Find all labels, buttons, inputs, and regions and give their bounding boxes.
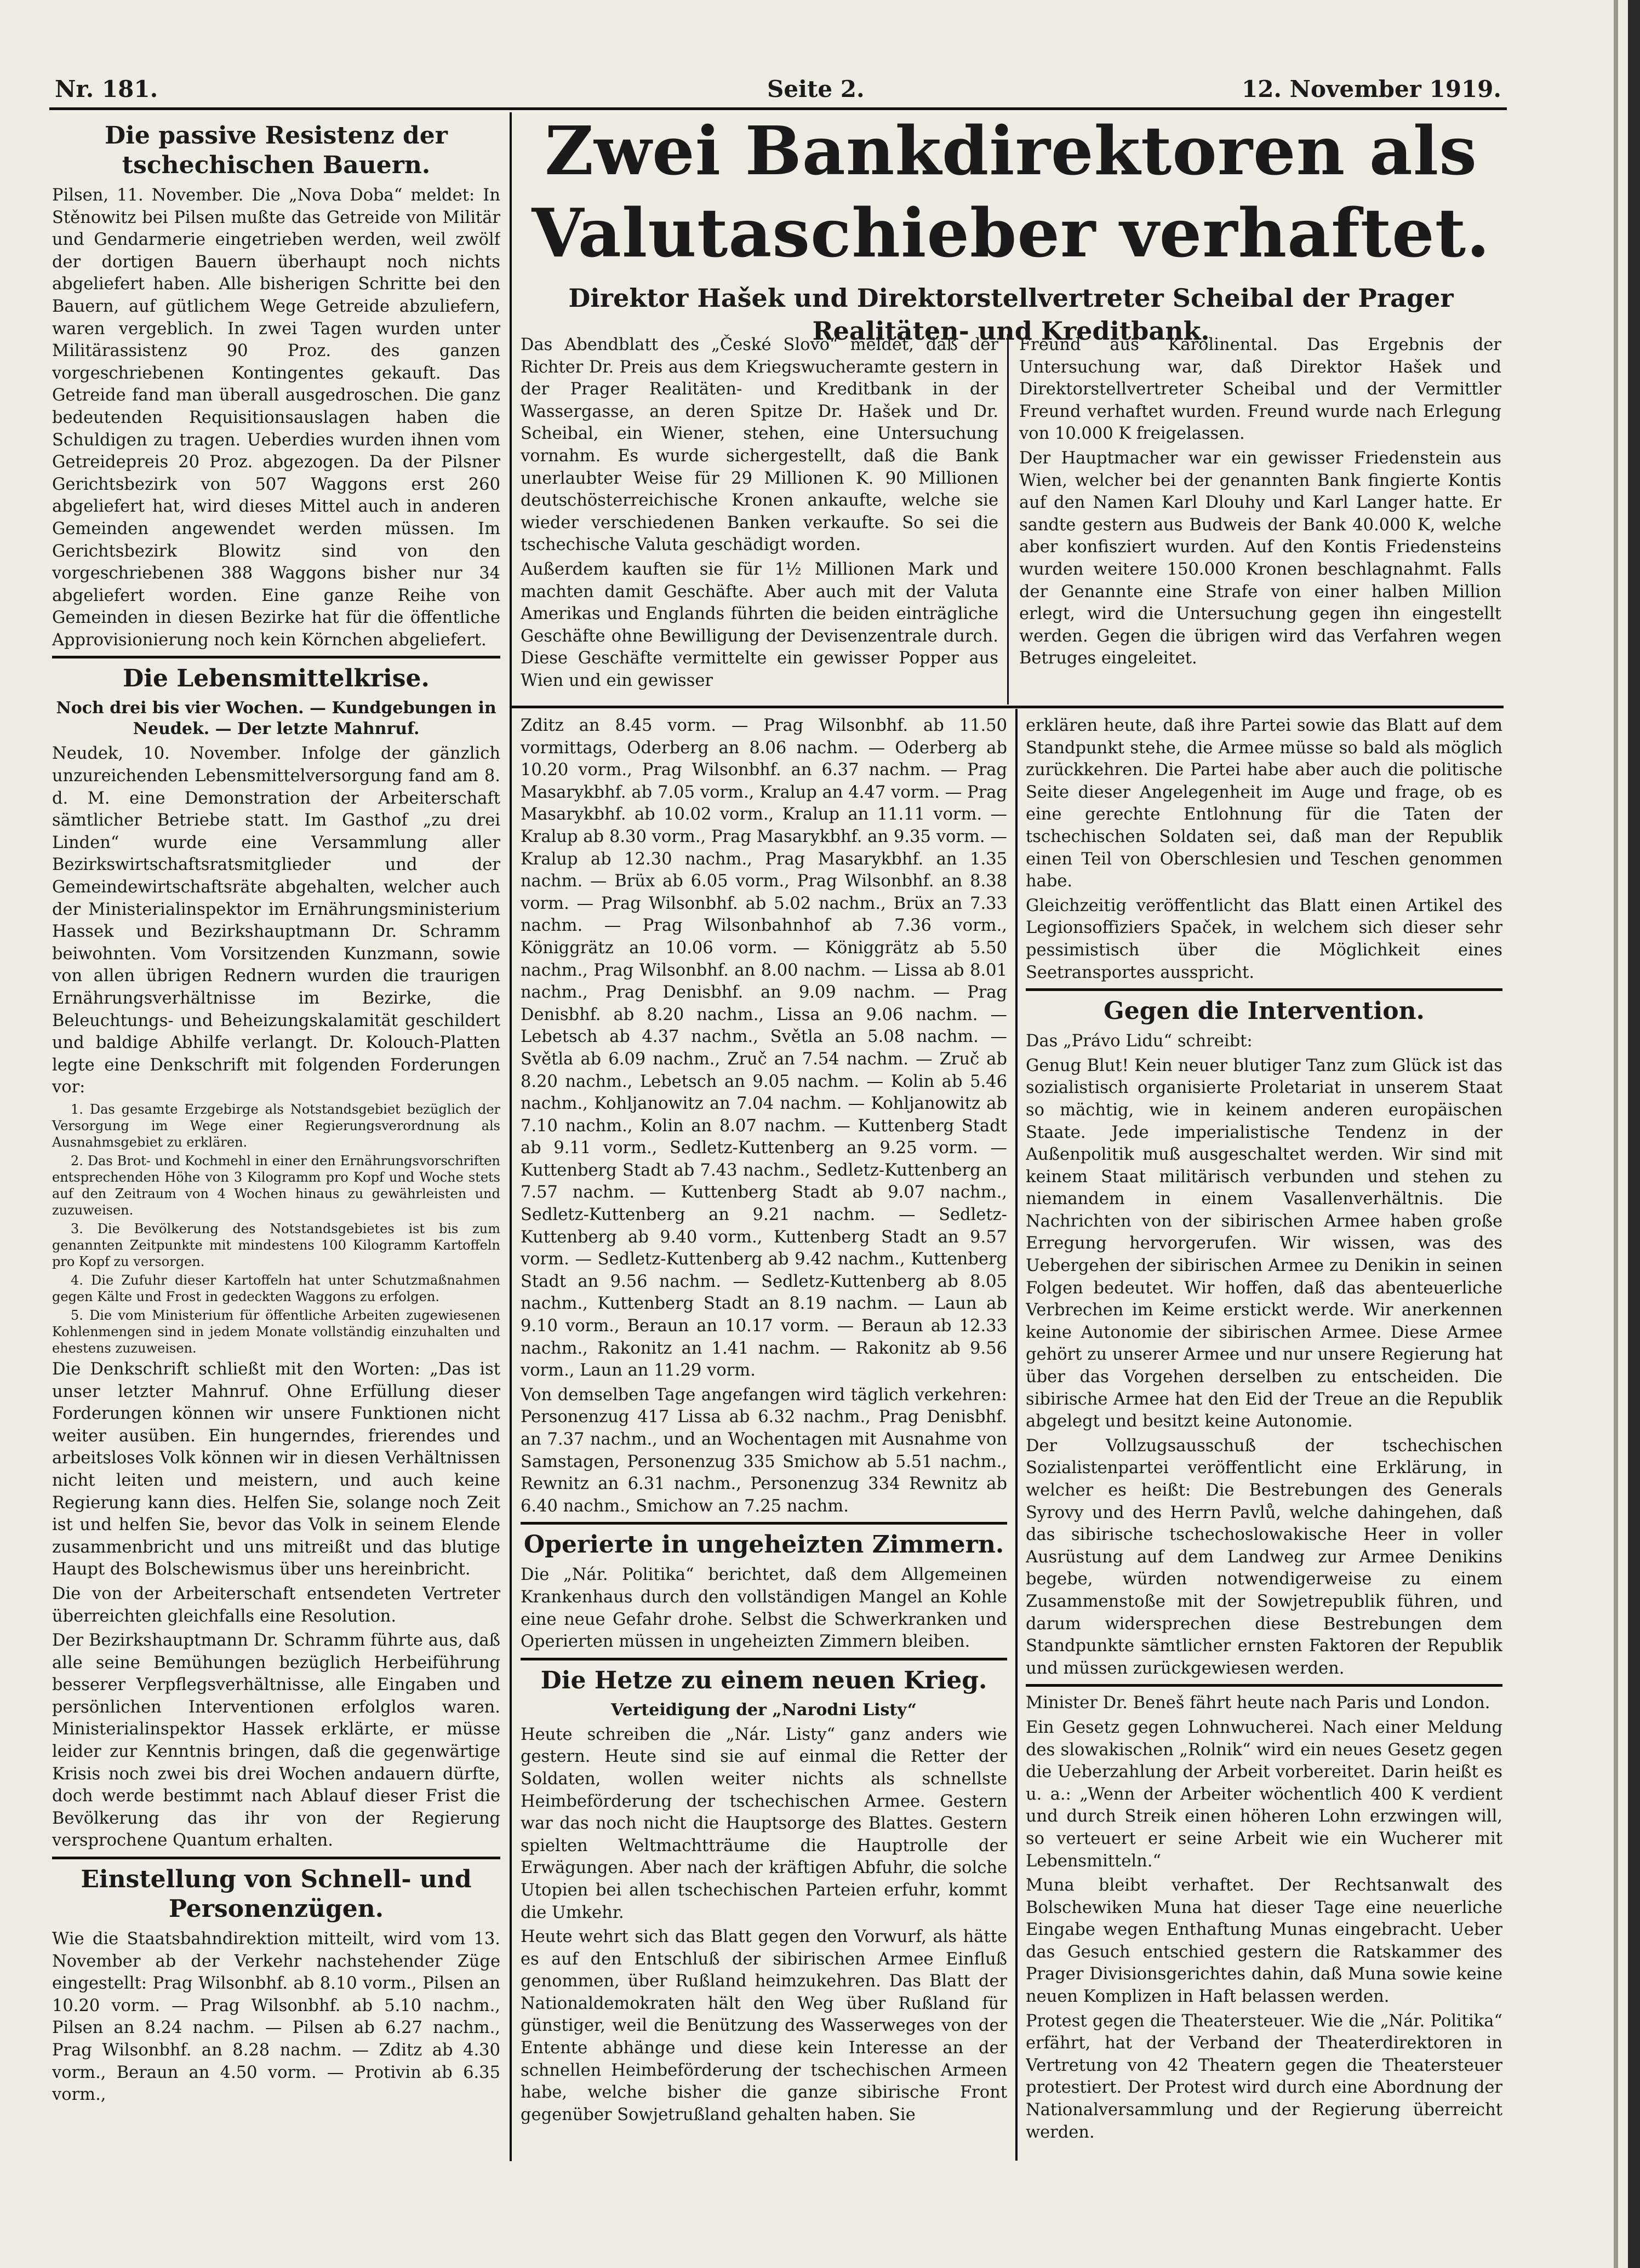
demand-item-2: 2. Das Brot- und Kochmehl in einer den Ernährungsvorschriften entsprechenden Höhe von 3 Kilogramm pro Kopf und Woche stets auf den Zeitraum von 4 Wochen hinaus zu gewährleisten und zuzuweisen. (52, 1153, 500, 1218)
article-body-lebensmittelkrise-3: Die von der Arbeiterschaft entsendeten Vertreter überreichten gleichfalls eine Resolution. (52, 1584, 500, 1626)
news-item-lohnwucher: Ein Gesetz gegen Lohnwucherei. Nach einer Meldung des slowakischen „Rolnik“ wird ein neues Gesetz gegen die Ueberzahlung der Arbeit vorbereitet. Darin heißt es u. a.: „Wenn der Arbeiter wöchentlich 400 K verdient und durch Streik einen höheren Lohn erzwingen will, so verteuert er seine Arbeit wie ein Wucherer mit Lebensmitteln.“ (1026, 1717, 1502, 1871)
news-item-benes: Minister Dr. Beneš fährt heute nach Paris und London. (1026, 1693, 1490, 1713)
article-title-bauern: Die passive Resistenz der tschechischen Bauern. (105, 122, 448, 179)
article-separator (521, 1658, 1007, 1660)
article-body-lebensmittelkrise-2: Die Denkschrift schließt mit den Worten: „Das ist unser letzter Mahnruf. Ohne Erfüllung dieser Forderungen können wir unsere Funktionen nicht weiter ausüben. Ein hungerndes, frierendes und arbeitsloses Volk können wir in diesen Verhältnissen nicht leiten und meistern, und auch keine Regierung kann dies. Helfen Sie, solange noch Zeit ist und helfen Sie, bevor das Volk in seinem Elende zusammenbricht und uns mitreißt und das blutige Haupt des Bolschewismus über uns hereinbricht. (52, 1359, 500, 1579)
main-headline-block (521, 110, 1501, 347)
issue-date: 12. November 1919. (1241, 76, 1501, 102)
article-body-intervention-3: Der Vollzugsausschuß der tschechischen Sozialistenpartei veröffentlicht eine Erklärung, in welcher es heißt: Die Bestrebungen des Generals Syrovy und des Herrn Pavlů, welche dahingehen, daß das sibirische tschechoslowakische Heer in voller Ausrüstung auf dem Landweg zur Armee Denikins begebe, würden notwendigerweise zu einem Zusammenstoße mit der Sowjetrepublik führen, und darum widersprechen diese Bestrebungen dem Standpunkte sämtlicher ernsten Faktoren der Republik und müssen zurückgewiesen werden. (1026, 1436, 1502, 1678)
news-item-theatersteuer: Protest gegen die Theatersteuer. Wie die „Nár. Politika“ erfährt, hat der Verband der Theaterdirektoren in Vertretung von 42 Theatern gegen die Theatersteuer protestiert. Der Protest wird durch eine Abordnung der Nationalversammlung und der Regierung überreicht werden. (1026, 2011, 1502, 2142)
demand-item-3: 3. Die Bevölkerung des Notstandsgebietes ist bis zum genannten Zeitpunkte mit mindestens 100 Kilogramm Kartoffeln pro Kopf zu versorgen. (52, 1221, 500, 1269)
article-separator (1026, 1684, 1502, 1687)
article-body-bauern: Pilsen, 11. November. Die „Nova Doba“ meldet: In Stěnowitz bei Pilsen mußte das Getreide von Militär und Gendarmerie eingetrieben werden, weil zwölf der dortigen Bauern überhaupt noch nichts abgeliefert haben. Alle bisherigen Schritte bei den Bauern, auf gütlichem Wege Getreide abzuliefern, waren vergeblich. In zwei Tagen wurden unter Militärassistenz 90 Proz. des ganzen vorgeschriebenen Kontingentes gekauft. Das Getreide fand man überall ausgedroschen. Die ganz bedeutenden Requisitionsauslagen haben die Schuldigen zu tragen. Ueberdies wurden ihnen vom Getreidepreis 20 Proz. abgezogen. Da der Pilsner Gerichtsbezirk von 507 Waggons erst 260 abgeliefert hat, wird dieses Mittel auch in anderen Gemeinden angewendet werden müssen. Im Gerichtsbezirk Blowitz sind von den vorgeschriebenen 388 Waggons bisher nur 34 abgeliefert worden. Eine ganze Reihe von Gemeinden in diesen Bezirke hat für die öffentliche Approvisionierung noch kein Körnchen abgeliefert. (52, 186, 500, 650)
lead-rule-bottom (512, 706, 1504, 708)
issue-number: Nr. 181. (55, 76, 158, 102)
article-separator (1026, 988, 1502, 991)
article-title-operierte: Operierte in ungeheizten Zimmern. (523, 1531, 1004, 1559)
article-body-hetze-2: Heute wehrt sich das Blatt gegen den Vorwurf, als hätte es auf den Entschluß der sibirischen Armee Einfluß genommen, über Rußland heimzukehren. Das Blatt der Nationaldemokraten hält den Weg über Rußland für günstiger, weil die Benützung des Wasserweges von der Entente abhänge und diese kein Interesse an der schnellen Heimbeförderung der tschechischen Armeen habe, welche bisher die ganze sibirische Front gegenüber Sowjetrußland gehalten haben. Sie (521, 1927, 1007, 2124)
article-body-operierte: Die „Nár. Politika“ berichtet, daß dem Allgemeinen Krankenhaus durch den vollständigen Mangel an Kohle eine neue Gefahr drohe. Selbst die Schwerkranken und Operierten müssen in ungeheizten Zimmern bleiben. (521, 1565, 1007, 1652)
article-body-intervention-2: Genug Blut! Kein neuer blutiger Tanz zum Glück ist das sozialistisch organisierte Proletariat in unserem Staat so mächtig, wie in keinem anderen europäischen Staate. Jede imperialistische Tendenz in der Außenpolitik muß ausgeschaltet werden. Wir sind mit keinem Staat militärisch verbunden und stehen zu niemandem in einem Vasallenverhältnis. Die Nachrichten von der sibirischen Armee haben große Erregung hervorgerufen. Wir wissen, was des Uebergehen der sibirischen Armee zu Denikin in seinen Folgen bedeutet. Wir hoffen, daß das abenteuerliche Verbrechen im Keime erstickt werde. Wir anerkennen keine Autonomie der sibirischen Armee. Diese Armee gehört zu unserer Armee und nur unsere Regierung hat über das Vorgehen derselben zu entscheiden. Die sibirische Armee hat den Eid der Treue an die Republik abgelegt und besitzt keine Autonomie. (1026, 1056, 1502, 1431)
train-schedule-2: Von demselben Tage angefangen wird täglich verkehren: Personenzug 417 Lissa ab 6.32 nachm., Prag Denisbhf. an 7.37 nachm., und an Wochentagen mit Ausnahme von Samstagen, Personenzug 335 Smichow ab 5.51 nachm., Rewnitz an 6.31 nachm., Personenzug 334 Rewnitz ab 6.40 nachm., Smichow an 7.25 nachm. (521, 1385, 1007, 1516)
article-body-hetze-cont-2: Gleichzeitig veröffentlicht das Blatt einen Artikel des Legionsoffiziers Spaček, in welchem sich dieser sehr pessimistisch über die Möglichkeit eines Seetransportes ausspricht. (1026, 896, 1502, 982)
article-body-intervention-1: Das „Právo Lidu“ schreibt: (1026, 1032, 1253, 1051)
column-middle (521, 715, 1007, 2158)
lead-rule-middle (1007, 334, 1009, 705)
main-headline: Zwei Bankdirektoren als Valutaschieber verhaftet. (532, 111, 1490, 272)
lead-body-4: Der Hauptmacher war ein gewisser Friedenstein aus Wien, welcher bei der genannten Bank fingierte Kontis auf den Namen Karl Dlouhy und Karl Langer hatte. Er sandte gestern aus Budweis der Bank 40.000 K, welche aber konfisziert wurden. Auf den Kontis Friedensteins wurden weitere 150.000 Kronen beschlagnahmt. Falls der Genannte eine Strafe von einer halben Million erlegt, wird die Untersuchung gegen ihn eingestellt werden. Gegen die übrigen wird das Verfahren wegen Betruges eingeleitet. (1019, 448, 1501, 668)
main-subheadline: Direktor Hašek und Direktorstellvertreter Scheibal der Prager Realitäten- und Kreditbank. (568, 283, 1454, 346)
article-body-lebensmittelkrise-4: Der Bezirkshauptmann Dr. Schramm führte aus, daß alle seine Bemühungen bezüglich Herbeiführung besserer Verpflegsverhältnisse, alle Eingaben und persönlichen Interventionen erfolglos waren. Ministerialinspektor Hassek erklärte, er müsse leider zur Kenntnis bringen, daß die gegenwärtige Krisis noch zwei bis drei Wochen andauern dürfte, doch werde bestimmt nach Ablauf dieser Frist die Bevölkerung das ihr von der Regierung versprochene Quantum erhalten. (52, 1631, 500, 1851)
demand-item-1: 1. Das gesamte Erzgebirge als Notstandsgebiet bezüglich der Versorgung im Wege einer Regierungsverordnung als Ausnahmsgebiet zu erklären. (52, 1101, 500, 1150)
page-number: Seite 2. (767, 76, 865, 102)
article-separator (52, 1857, 500, 1859)
scan-edge-shadow (1614, 0, 1618, 2268)
article-body-zuege: Wie die Staatsbahndirektion mitteilt, wird vom 13. November ab der Verkehr nachstehender Züge eingestellt: Prag Wilsonbhf. ab 8.10 vorm., Pilsen an 10.20 vorm. — Prag Wilsonbhf. ab 5.10 nachm., Pilsen an 8.24 nachm. — Pilsen ab 6.27 nachm., Prag Wilsonbhf. an 8.28 nachm. — Zditz ab 4.30 vorm., Beraun an 4.50 vorm. — Protivin ab 6.35 vorm., (52, 1929, 500, 2105)
column-right (1026, 715, 1502, 2158)
lead-body-3: Freund aus Karolinental. Das Ergebnis der Untersuchung war, daß Direktor Hašek und Direktorstellvertreter Scheibal und der Vermittler Freund verhaftet wurden. Freund wurde nach Erlegung von 10.000 K freigelassen. (1019, 335, 1501, 444)
demand-item-4: 4. Die Zufuhr dieser Kartoffeln hat unter Schutzmaßnahmen gegen Kälte und Frost in gedeckten Waggons zu erfolgen. (52, 1272, 500, 1304)
lead-body-2: Außerdem kauften sie für 1½ Millionen Mark und machten damit Geschäfte. Aber auch mit der Valuta Amerikas und Englands führten die beiden einträgliche Geschäfte ohne Bewilligung der Devisenzentrale durch. Diese Geschäfte vermittelte ein gewisser Popper aus Wien und ein gewisser (521, 559, 998, 690)
scan-edge (1628, 0, 1640, 2268)
article-separator (52, 656, 500, 658)
column-left (52, 118, 500, 2158)
article-body-hetze: Heute schreiben die „Nár. Listy“ ganz anders wie gestern. Heute sind sie auf einmal die Retter der Soldaten, wollen weiter nichts als schnellste Heimbeförderung der tschechischen Armee. Gestern war das noch nicht die Hauptsorge des Blattes. Gestern spielten Weltmachtträume die Hauptrolle der Erwägungen. Aber nach der kräftigen Abfuhr, die solche Utopien bei allen tschechischen Parteien erfuhr, kommt die Umkehr. (521, 1725, 1007, 1922)
article-body-lebensmittelkrise: Neudek, 10. November. Infolge der gänzlich unzureichenden Lebensmittelversorgung fand am 8. d. M. eine Demonstration der Arbeiterschaft sämtlicher Betriebe statt. Im Gasthof „zu drei Linden“ wurde eine Versammlung aller Bezirkswirtschaftsratsmitglieder und der Gemeindewirtschaftsräte abgehalten, welcher auch der Ministerialinspektor im Ernährungsministerium Hassek und Bezirkshauptmann Dr. Schramm beiwohnten. Vom Vorsitzenden Kunzmann, sowie von allen übrigen Rednern wurden die traurigen Ernährungsverhältnisse im Bezirke, die Beleuchtungs- und Beheizungskalamität geschildert und baldige Abhilfe verlangt. Dr. Kolouch-Platten legte eine Denkschrift mit folgenden Forderungen vor: (52, 744, 500, 1097)
lead-column-right (1019, 334, 1501, 701)
article-separator (521, 1522, 1007, 1525)
column-rule-right (1015, 709, 1018, 2161)
article-subtitle-hetze: Verteidigung der „Narodni Listy“ (610, 1700, 917, 1720)
article-body-hetze-cont: erklären heute, daß ihre Partei sowie das Blatt auf dem Standpunkt stehe, die Armee müsse so bald als möglich zurückkehren. Die Partei habe aber auch die politische Seite dieser Angelegenheit im Auge und frage, ob es eine gerechte Entlohnung für die Taten der tschechischen Soldaten sei, daß man der Republik einen Teil von Oberschlesien und Teschen genommen habe. (1026, 716, 1502, 891)
lead-column-left (521, 334, 998, 701)
article-title-intervention: Gegen die Intervention. (1104, 997, 1425, 1026)
news-item-muna: Muna bleibt verhaftet. Der Rechtsanwalt des Bolschewiken Muna hat dieser Tage eine neuerliche Eingabe wegen Enthaftung Munas eingebracht. Ueber das Gesuch entschied gestern die Ratskammer des Prager Divisionsgerichtes dahin, daß Muna sowie keine neuen Komplizen in Haft belassen werden. (1026, 1876, 1502, 2007)
article-title-zuege: Einstellung von Schnell- und Personenzügen. (81, 1865, 472, 1923)
lead-body-1: Das Abendblatt des „České Slovo“ meldet, daß der Richter Dr. Preis aus dem Kriegswucheramte gestern in der Prager Realitäten- und Kreditbank in der Wassergasse, an deren Spitze Dr. Hašek und Dr. Scheibal, ein Wiener, stehen, eine Untersuchung vornahm. Es wurde sichergestellt, daß die Bank unerlaubter Weise für 29 Millionen K. 90 Millionen deutschösterreichische Kronen ankaufte, welche sie wieder verschiedenen Banken verkaufte. So sei die tschechische Valuta geschädigt worden. (521, 335, 998, 555)
article-title-hetze: Die Hetze zu einem neuen Krieg. (540, 1666, 987, 1694)
train-schedule: Zditz an 8.45 vorm. — Prag Wilsonbhf. ab 11.50 vormittags, Oderberg an 8.06 nachm. — Oderberg ab 10.20 vorm., Prag Wilsonbhf. an 6.37 nachm. — Prag Masarykbhf. ab 7.05 vorm., Kralup an 4.47 vorm. — Prag Masarykbhf. ab 10.02 vorm., Kralup an 11.11 vorm. — Kralup ab 8.30 vorm., Prag Masarykbhf. an 9.35 vorm. — Kralup ab 12.30 nachm., Prag Masarykbhf. an 1.35 nachm. — Brüx ab 6.05 vorm., Prag Wilsonbhf. an 8.38 vorm. — Prag Wilsonbhf. ab 5.02 nachm., Brüx an 7.33 nachm. — Prag Wilsonbahnhof ab 7.36 vorm., Königgrätz an 10.06 vorm. — Königgrätz ab 5.50 nachm., Prag Wilsonbhf. an 8.00 nachm. — Lissa ab 8.01 nachm., Prag Denisbhf. an 9.09 nachm. — Prag Denisbhf. ab 8.20 nachm., Lissa an 9.06 nachm. — Lebetsch ab 4.37 nachm., Světla an 5.08 nachm. — Světla ab 6.09 nachm., Zruč an 7.54 nachm. — Zruč ab 8.20 nachm., Lebetsch an 9.05 nachm. — Kolin ab 5.46 nachm., Kohljanowitz an 7.04 nachm. — Kohljanowitz ab 7.10 nachm., Kolin an 8.07 nachm. — Kuttenberg Stadt ab 9.11 vorm., Sedletz-Kuttenberg an 9.25 vorm. — Kuttenberg Stadt ab 7.43 nachm., Sedletz-Kuttenberg an 7.57 nachm. — Kuttenberg Stadt ab 9.07 nachm., Sedletz-Kuttenberg an 9.21 nachm. — Sedletz-Kuttenberg ab 9.40 vorm., Kuttenberg Stadt an 9.57 vorm. — Sedletz-Kuttenberg ab 9.42 nachm., Kuttenberg Stadt an 9.56 nachm. — Sedletz-Kuttenberg ab 8.05 nachm., Kuttenberg Stadt an 8.19 nachm. — Laun ab 9.10 vorm., Beraun an 10.17 vorm. — Beraun ab 12.33 nachm., Rakonitz an 1.41 nachm. — Rakonitz ab 9.56 vorm., Laun an 11.29 vorm. (521, 716, 1007, 1381)
column-rule-left (510, 112, 512, 2161)
article-title-lebensmittelkrise: Die Lebensmittelkrise. (123, 665, 430, 693)
demand-item-5: 5. Die vom Ministerium für öffentliche Arbeiten zugewiesenen Kohlenmengen sind in jedem Monate vollständig einzuhalten und ehestens zuzuweisen. (52, 1307, 500, 1356)
article-subtitle-lebensmittelkrise: Noch drei bis vier Wochen. — Kundgebungen in Neudek. — Der letzte Mahnruf. (56, 698, 496, 739)
running-header (55, 70, 1501, 108)
